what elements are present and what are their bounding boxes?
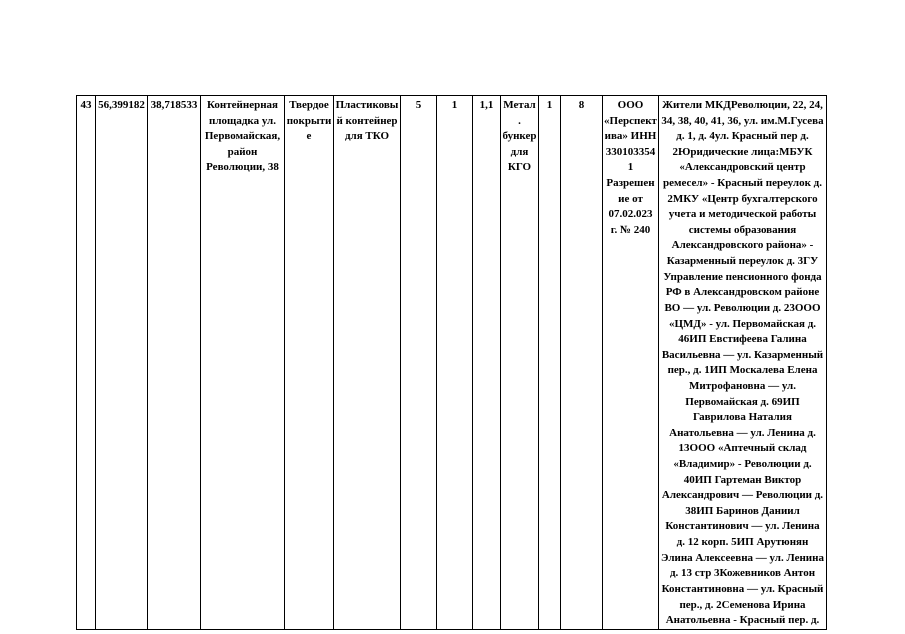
bunker-volume-cell: 8	[561, 96, 603, 630]
bunker-type-cell: Метал. бункер для КГО	[501, 96, 539, 630]
bunker-count-cell: 1	[539, 96, 561, 630]
owner-cell: ООО «Перспектива» ИНН 3301033541 Разрешение от 07.02.023 г. № 240	[603, 96, 659, 630]
longitude-cell: 38,718533	[148, 96, 201, 630]
row-number-cell: 43	[77, 96, 96, 630]
registry-table	[76, 95, 827, 630]
table-row	[77, 96, 827, 630]
surface-cell: Твердое покрытие	[285, 96, 334, 630]
container-count-secondary-cell: 1	[437, 96, 473, 630]
container-type-cell: Пластиковый контейнер для ТКО	[334, 96, 401, 630]
container-volume-cell: 1,1	[473, 96, 501, 630]
waste-sources-cell: Жители МКДРеволюции, 22, 24, 34, 38, 40, 41, 36, ул. им.М.Гусева д. 1, д. 4ул. Красный пер д. 2Юридические лица:МБУК «Александровский центр ремесел» - Красный переулок д. 2МКУ «Центр бухгалтерского учета и методической работы системы образования Александровского района» - Казарменный переулок д. 3ГУ Управление пенсионного фонда РФ в Александровском районе ВО — ул. Революции д. 23ООО «ЦМД» - ул. Первомайская д. 46ИП Евстифеева Галина Васильевна — ул. Казарменный пер., д. 1ИП Москалева Елена Митрофановна — ул. Первомайская д. 69ИП Гаврилова Наталия Анатольевна — ул. Ленина д. 13ООО «Аптечный склад «Владимир» - Революции д. 40ИП Гартеман Виктор Александрович — Революции д. 38ИП Баринов Даниил Константинович — ул. Ленина д. 12 корп. 5ИП Арутюнян Элина Алексеевна — ул. Ленина д. 13 стр 3Кожевников Антон Константиновна — ул. Красный пер., д. 2Семенова Ирина Анатольевна - Красный пер. д.	[659, 96, 827, 630]
latitude-cell: 56,399182	[96, 96, 148, 630]
location-cell: Контейнерная площадка ул. Первомайская, район Революции, 38	[201, 96, 285, 630]
container-count-cell: 5	[401, 96, 437, 630]
